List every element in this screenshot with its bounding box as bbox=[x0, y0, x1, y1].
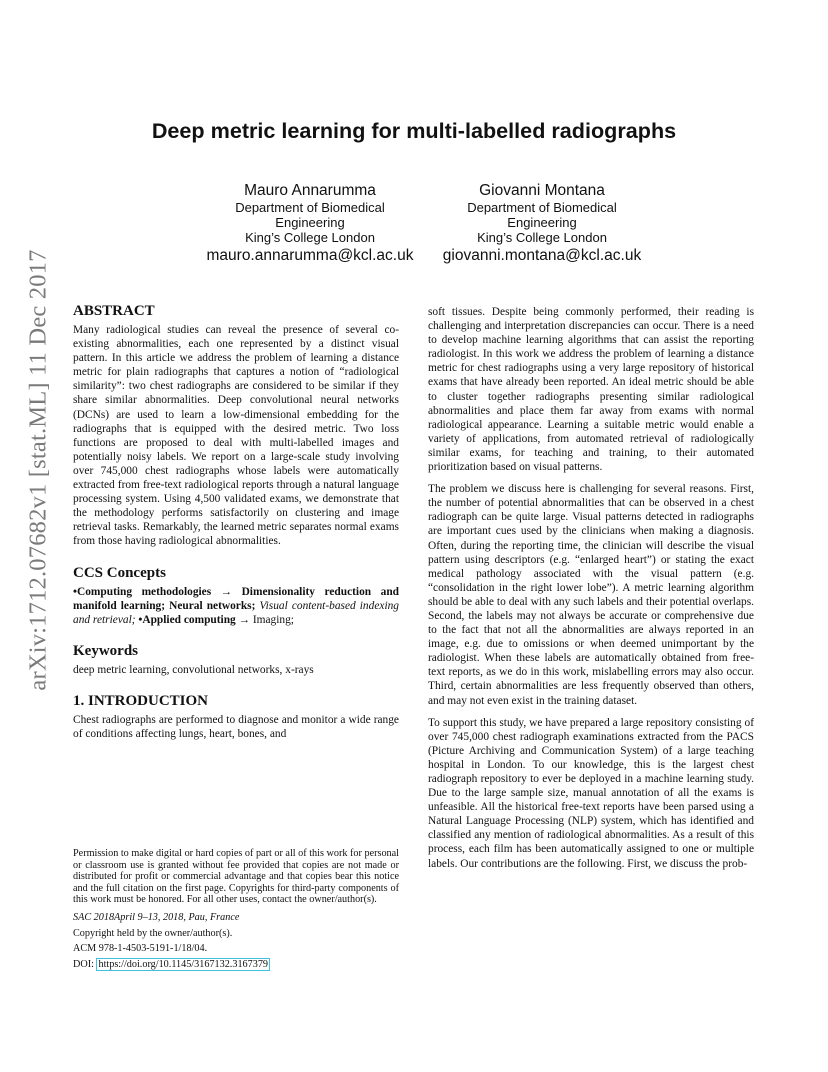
doi-link[interactable]: https://doi.org/10.1145/3167132.3167379 bbox=[98, 958, 269, 970]
ccs-concept: Dimensionality reduction and manifold learning; Neural networks; bbox=[73, 585, 399, 612]
permission-footnote bbox=[73, 848, 399, 970]
ccs-concept: •Computing methodologies bbox=[73, 585, 212, 598]
author-email: mauro.annarumma@kcl.ac.uk bbox=[206, 247, 414, 264]
author-block-1 bbox=[190, 181, 430, 265]
keywords-section bbox=[73, 643, 399, 677]
author-affiliation-line: King’s College London bbox=[477, 230, 607, 245]
author-affiliation-line: King’s College London bbox=[245, 230, 375, 245]
author-affiliation-line: Engineering bbox=[275, 215, 345, 230]
ccs-heading: CCS Concepts bbox=[73, 564, 166, 581]
arxiv-side-stamp bbox=[20, 249, 58, 691]
left-column bbox=[73, 303, 399, 757]
acm-isbn: ACM 978-1-4503-5191-1/18/04. bbox=[73, 943, 208, 955]
abstract-text: Many radiological studies can reveal the presence of several co-existing abnormalities, each one represented by a distinct visual pattern. In this article we address the problem of learning a distance metric for plain radiographs that captures a notion of “radiological similarity”: two chest radiographs are considered to be similar if they share similar abnormalities. Deep convolutional neural networks (DCNs) are used to learn a low-dimensional embedding for the radiographs that is equipped with the desired metric. Two loss functions are proposed to deal with multi-labelled images and potentially noisy labels. We report on a large-scale study involving over 745,000 chest radiographs whose labels were automatically extracted from free-text radiological reports through a natural language processing system. Using 4,500 validated exams, we demonstrate that the methodology performs satisfactorily on clustering and image retrieval tasks. Remarkably, the learned metric separates normal exams from those having radiological abnormalities. bbox=[73, 324, 399, 548]
abstract-section bbox=[73, 303, 399, 549]
keywords-heading: Keywords bbox=[73, 642, 138, 659]
paper-title: Deep metric learning for multi-labelled radiographs bbox=[151, 118, 677, 143]
introduction-text: Chest radiographs are performed to diagnose and monitor a wide range of conditions affecting lungs, heart, bones, and bbox=[73, 713, 399, 740]
ccs-concept: Imaging; bbox=[252, 613, 294, 626]
body-paragraph: To support this study, we have prepared a large repository consisting of over 745,000 chest radiograph examinations extracted from the PACS (Picture Archiving and Communication System) of a large teaching hospital in London. To our knowledge, this is the largest chest radiograph repository to ever be deployed in a machine learning study. Due to the large sample size, manual annotation of all the exams is unfeasible. All the historical free-text reports have been parsed using a Natural Language Processing (NLP) system, which has identified and classified any mention of radiological abnormalities. As a result of this process, each film has been automatically assigned to one or multiple labels. Our contributions are the following. First, we discuss the prob- bbox=[428, 716, 754, 870]
author-affiliation-line: Department of Biomedical bbox=[235, 200, 385, 215]
body-paragraph: The problem we discuss here is challenging for several reasons. First, the number of potential abnormalities that can be observed in a chest radiograph can be quite large. Visual patterns detected in radiographs are important cues used by the clinicians when making a diagnosis. Often, during the reporting time, the clinician will describe the visual pattern using descriptors (e.g. “enlarged heart”) or stating the exact medical pathology associated with the visual pattern (e.g. “consolidation in the right lower lobe”). A metric learning algorithm should be able to deal with any such labels and their potential overlaps. Second, the labels may not always be accurate or comprehensive due to the fact that not all the abnormalities are always reported in an image, e.g. due to omissions or when deemed unimportant by the radiologist. When these labels are automatically obtained from free-text reports, as we do in this work, mislabelling errors may also occur. Third, certain abnormalities are less frequently observed than others, and may not even exist in the training dataset. bbox=[428, 483, 754, 707]
author-email: giovanni.montana@kcl.ac.uk bbox=[442, 247, 642, 264]
body-paragraph: soft tissues. Despite being commonly performed, their reading is challenging and interpretation discrepancies can occur. There is a need to develop machine learning algorithms that can assist the reporting radiologist. In this work we address the problem of learning a distance metric for chest radiographs using a very large repository of historical exams that have already been reported. An ideal metric should be able to cluster together radiographs presenting similar radiological abnormalities and place them far away from exams with normal radiological appearance. Learning a suitable metric would enable a variety of applications, from automated retrieval of radiologically similar exams, for teaching and training, to their automated prioritization based on visual patterns. bbox=[428, 306, 754, 474]
abstract-heading: ABSTRACT bbox=[73, 303, 155, 319]
conference-info: SAC 2018April 9–13, 2018, Pau, France bbox=[73, 911, 240, 923]
doi-label: DOI: bbox=[73, 958, 97, 970]
permission-text: Permission to make digital or hard copies of part or all of this work for personal or classroom use is granted without fee provided that copies are not made or distributed for profit or commercial advantage and that copies bear this notice and the full citation on the first page. Copyrights for third-party components of this work must be honored. For all other uses, contact the owner/author(s). bbox=[73, 848, 399, 906]
ccs-section bbox=[73, 565, 399, 627]
ccs-arrow: → bbox=[235, 613, 253, 626]
introduction-section bbox=[73, 693, 399, 741]
introduction-heading: 1. INTRODUCTION bbox=[73, 692, 209, 709]
keywords-text: deep metric learning, convolutional networks, x-rays bbox=[73, 663, 314, 676]
ccs-arrow: → bbox=[211, 585, 242, 598]
right-column bbox=[428, 305, 754, 879]
ccs-concept: •Applied computing bbox=[138, 613, 236, 626]
copyright-line: Copyright held by the owner/author(s). bbox=[73, 927, 233, 939]
ccs-text bbox=[73, 585, 399, 627]
author-affiliation-line: Department of Biomedical bbox=[467, 200, 617, 215]
arxiv-identifier: arXiv:1712.07682v1 [stat.ML] 11 Dec 2017 bbox=[25, 249, 52, 691]
author-name: Mauro Annarumma bbox=[244, 182, 376, 199]
author-name: Giovanni Montana bbox=[479, 182, 605, 199]
author-block-2 bbox=[422, 181, 662, 265]
ccs-concept-italic: Visual content-based indexing and retrieval; bbox=[73, 599, 399, 626]
author-affiliation-line: Engineering bbox=[507, 215, 577, 230]
doi-line bbox=[73, 959, 399, 971]
